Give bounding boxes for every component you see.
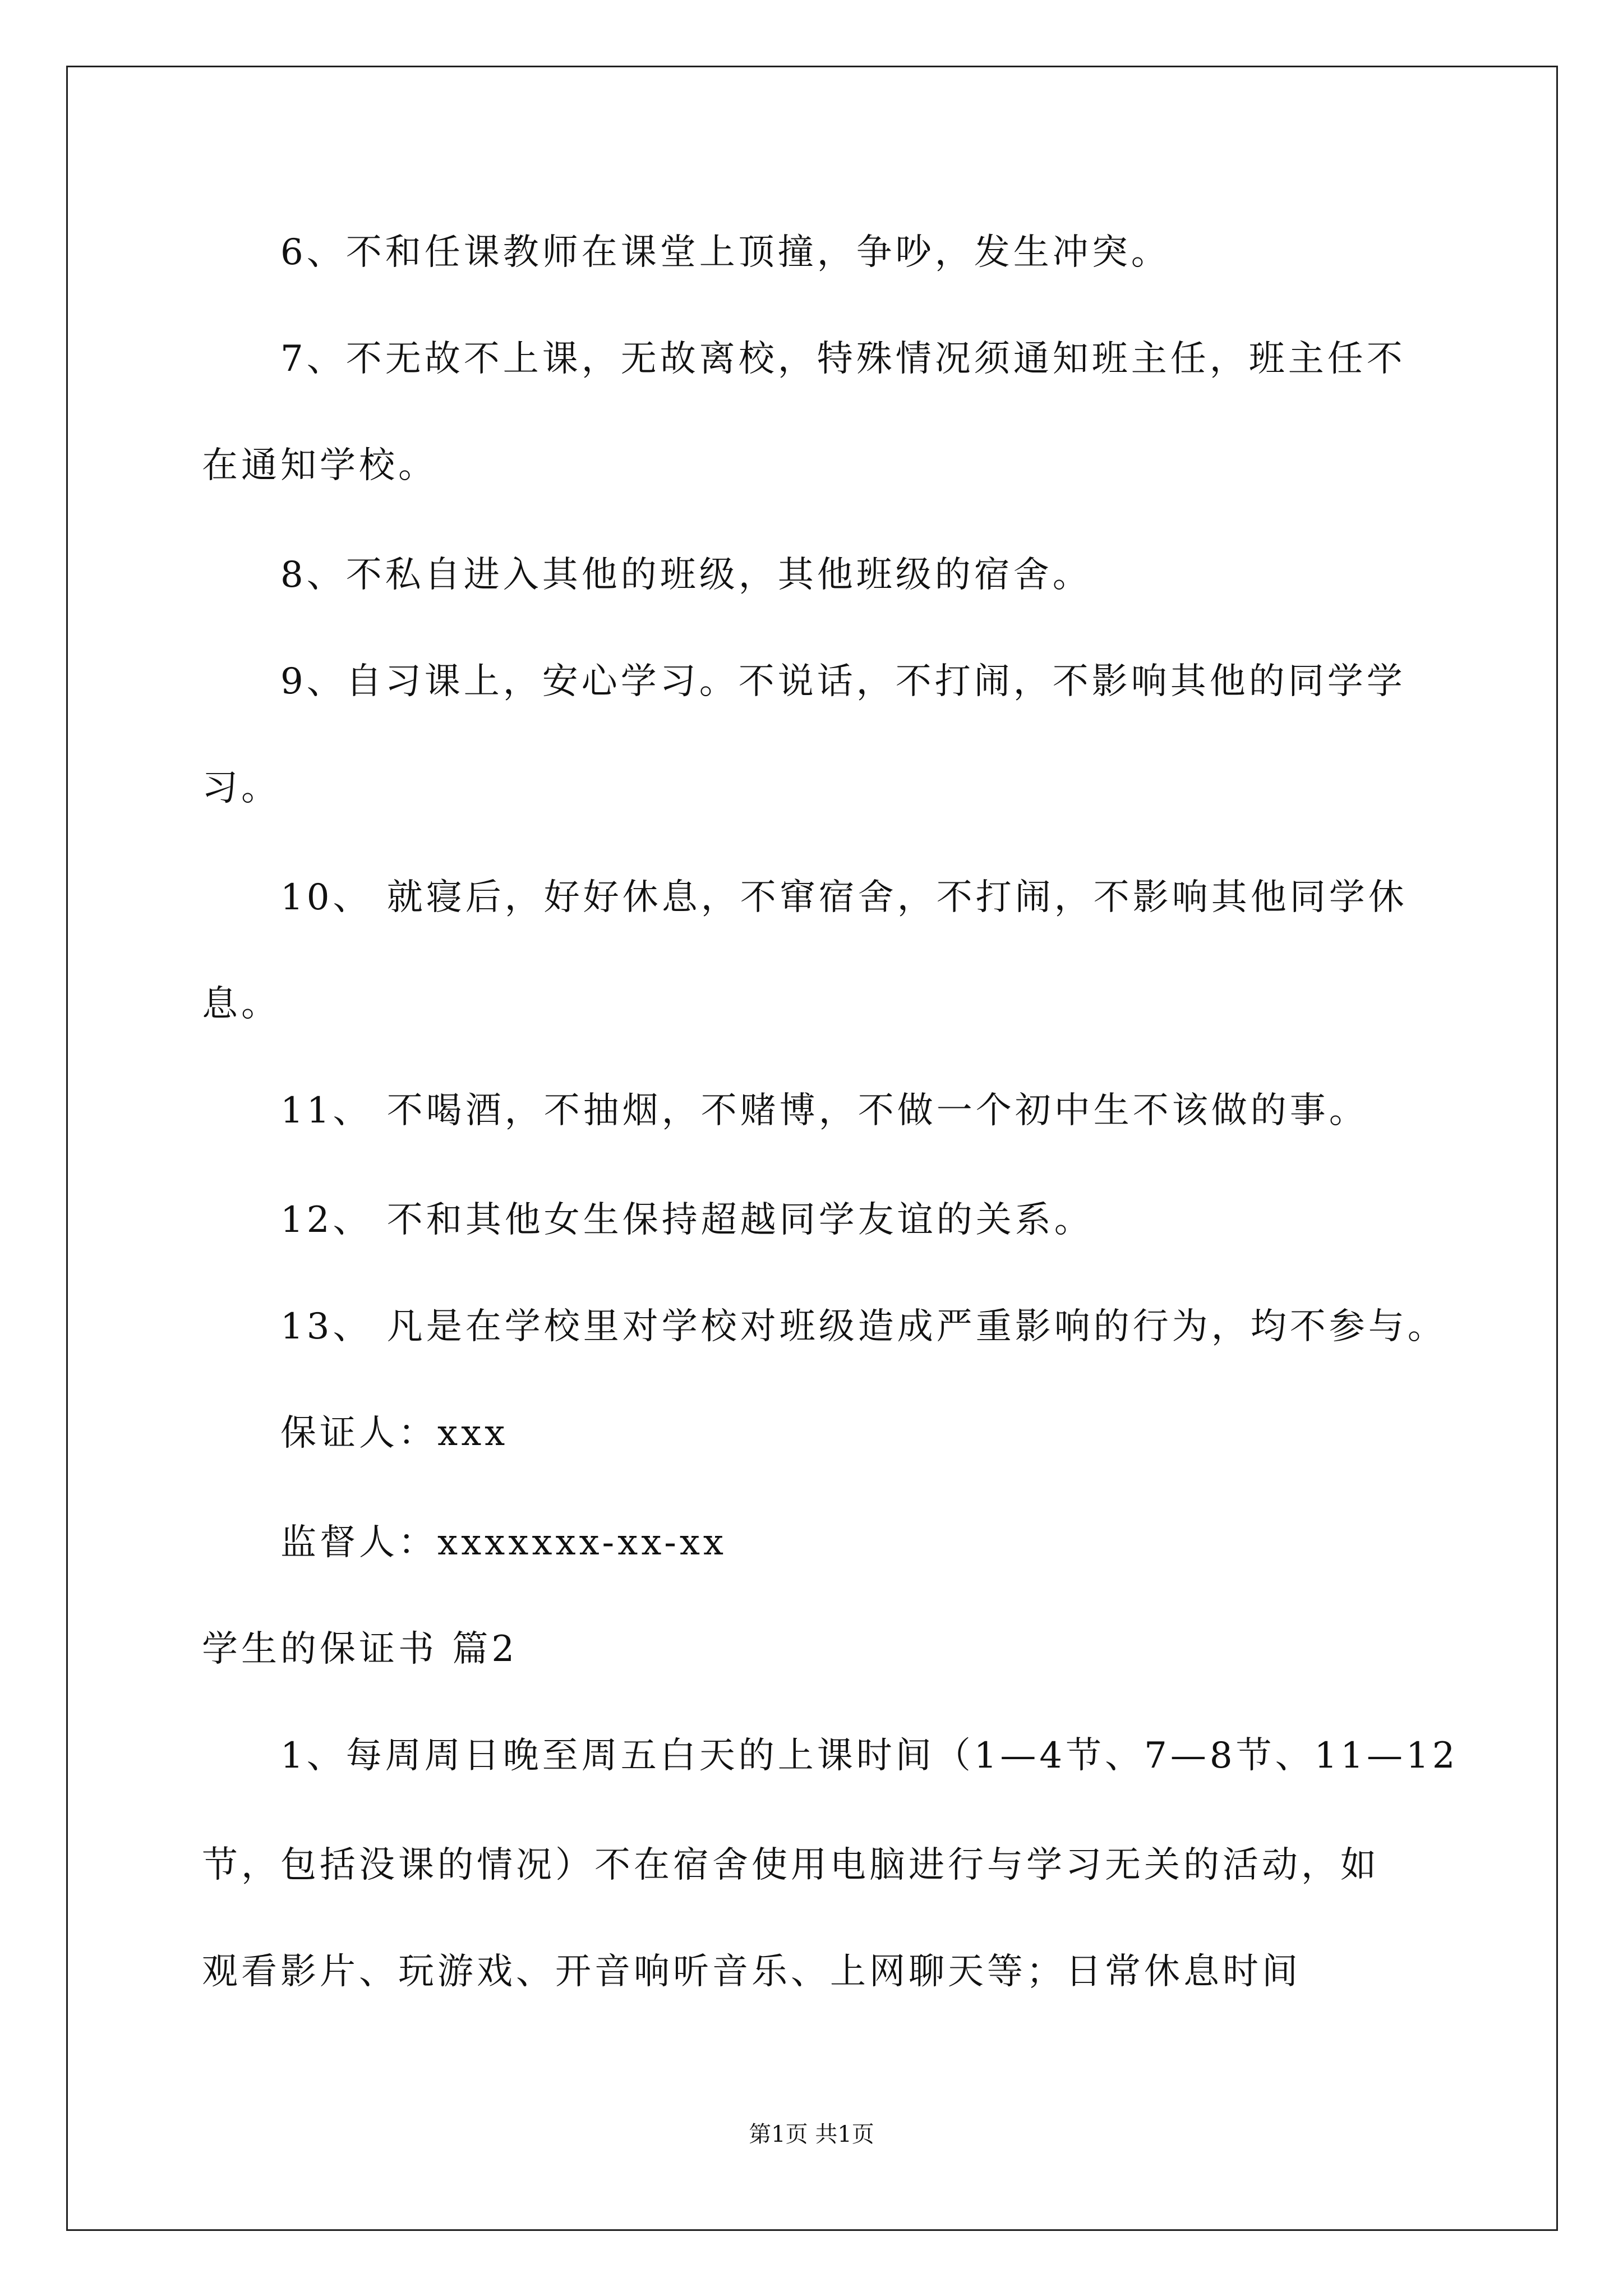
rule-item-10-continued: 息。 — [202, 983, 280, 1025]
rule-item-9: 9、自习课上，安心学习。不说话，不打闹，不影响其他的同学学 — [280, 661, 1406, 702]
rule-item-7-continued: 在通知学校。 — [202, 445, 437, 486]
section-heading: 学生的保证书 篇2 — [202, 1628, 518, 1670]
rule-item-10: 10、 就寝后，好好休息，不窜宿舍，不打闹，不影响其他同学休 — [280, 877, 1408, 918]
rule-item-13: 13、 凡是在学校里对学校对班级造成严重影响的行为，均不参与。 — [280, 1306, 1447, 1347]
rule-item-9-continued: 习。 — [202, 767, 280, 809]
rule-item-6: 6、不和任课教师在课堂上顶撞，争吵，发生冲突。 — [280, 232, 1170, 273]
rule-item-7: 7、不无故不上课，无故离校，特殊情况须通知班主任，班主任不 — [280, 338, 1406, 380]
rule-item-11: 11、 不喝酒，不抽烟，不赌博，不做一个初中生不该做的事。 — [280, 1090, 1368, 1131]
supervisor-line: 监督人：xxxxxxx-xx-xx — [280, 1522, 727, 1563]
page-footer: 第1页 共1页 — [749, 2122, 874, 2147]
section2-item-1: 1、每周周日晚至周五白天的上课时间（1—4节、7—8节、11—12 — [280, 1735, 1459, 1777]
rule-item-8: 8、不私自进入其他的班级，其他班级的宿舍。 — [280, 554, 1092, 596]
section2-item-1-continued-2: 观看影片、玩游戏、开音响听音乐、上网聊天等；日常休息时间 — [202, 1951, 1301, 1993]
rule-item-12: 12、 不和其他女生保持超越同学友谊的关系。 — [280, 1199, 1094, 1241]
page-border — [66, 66, 1558, 2231]
section2-item-1-continued: 节，包括没课的情况）不在宿舍使用电脑进行与学习无关的活动，如 — [202, 1844, 1380, 1886]
guarantor-line: 保证人：xxx — [280, 1412, 509, 1454]
